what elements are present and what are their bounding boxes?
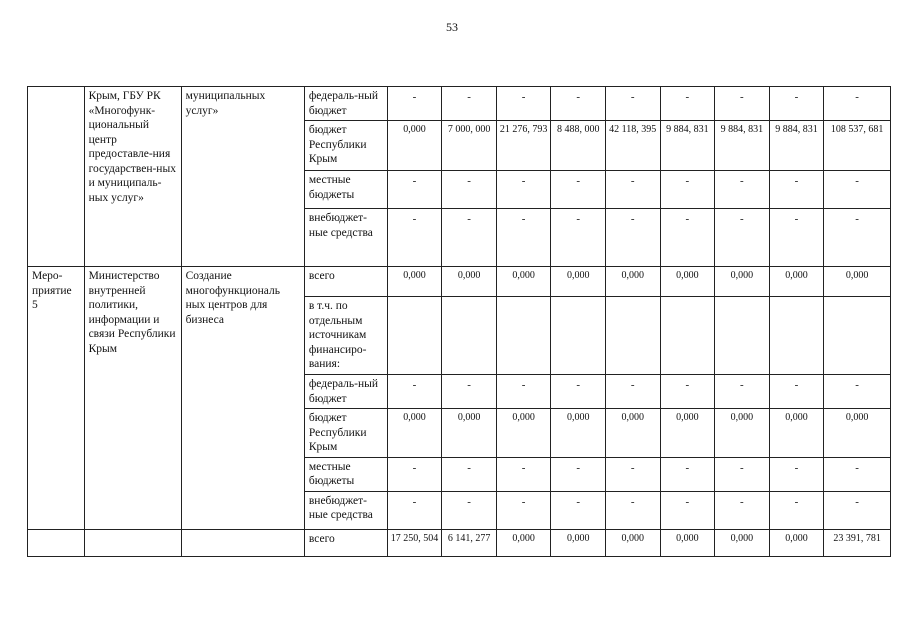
cell-value: - <box>551 87 606 121</box>
cell-value: 0,000 <box>824 409 891 458</box>
cell-value: 8 488, 000 <box>551 121 606 171</box>
cell-source-label: всего <box>304 529 387 556</box>
cell-value: - <box>496 457 551 491</box>
cell-value: 0,000 <box>715 529 770 556</box>
cell-value <box>824 297 891 375</box>
cell-value: 9 884, 831 <box>769 121 824 171</box>
cell-value: - <box>387 171 442 209</box>
cell-value: 7 000, 000 <box>442 121 497 171</box>
cell-value: 0,000 <box>496 409 551 458</box>
page-number: 53 <box>446 20 458 34</box>
cell-event: Меро-приятие 5 <box>28 267 85 530</box>
cell-value: 42 118, 395 <box>605 121 660 171</box>
cell-source-label: внебюджет-ные средства <box>304 209 387 267</box>
cell-value: 17 250, 504 <box>387 529 442 556</box>
cell-value: - <box>660 457 715 491</box>
cell-source-label: внебюджет-ные средства <box>304 491 387 529</box>
cell-value: 0,000 <box>551 409 606 458</box>
cell-value: - <box>387 491 442 529</box>
cell-value: - <box>660 375 715 409</box>
cell-value: - <box>496 87 551 121</box>
cell-value: - <box>715 171 770 209</box>
cell-value: 0,000 <box>769 529 824 556</box>
budget-table <box>27 86 891 557</box>
budget-table-body <box>28 87 891 557</box>
cell-value: - <box>660 171 715 209</box>
cell-value: - <box>496 171 551 209</box>
cell-value: - <box>496 491 551 529</box>
cell-value: 23 391, 781 <box>824 529 891 556</box>
cell-value: - <box>824 491 891 529</box>
cell-value: - <box>660 491 715 529</box>
cell-value: - <box>715 491 770 529</box>
cell-source-label: федераль-ный бюджет <box>304 375 387 409</box>
cell-value: - <box>824 457 891 491</box>
cell-value: - <box>769 87 824 121</box>
cell-value: 0,000 <box>769 409 824 458</box>
cell-value: 0,000 <box>660 267 715 297</box>
cell-value: - <box>387 209 442 267</box>
cell-value: - <box>387 375 442 409</box>
cell-value: - <box>496 209 551 267</box>
cell-source-label: бюджет Республики Крым <box>304 121 387 171</box>
cell-value: 9 884, 831 <box>660 121 715 171</box>
cell-value: 0,000 <box>496 529 551 556</box>
cell-event <box>28 529 85 556</box>
cell-value: 108 537, 681 <box>824 121 891 171</box>
cell-executor <box>84 529 181 556</box>
cell-value: - <box>660 209 715 267</box>
cell-source-label: в т.ч. по отдельным источникам финансиро-вания: <box>304 297 387 375</box>
cell-value <box>387 297 442 375</box>
cell-value: 21 276, 793 <box>496 121 551 171</box>
cell-source-label: бюджет Республики Крым <box>304 409 387 458</box>
cell-value: - <box>824 87 891 121</box>
cell-value <box>551 297 606 375</box>
cell-value: - <box>715 457 770 491</box>
cell-value <box>496 297 551 375</box>
cell-value <box>442 297 497 375</box>
cell-value: - <box>551 491 606 529</box>
cell-value: - <box>824 375 891 409</box>
cell-value: 0,000 <box>824 267 891 297</box>
cell-value: - <box>496 375 551 409</box>
cell-value: - <box>442 457 497 491</box>
cell-value: - <box>769 209 824 267</box>
cell-value: 0,000 <box>387 409 442 458</box>
cell-value: - <box>824 171 891 209</box>
cell-value: - <box>551 375 606 409</box>
cell-value: 6 141, 277 <box>442 529 497 556</box>
cell-value: 0,000 <box>660 409 715 458</box>
cell-value: 0,000 <box>387 121 442 171</box>
cell-value: - <box>442 375 497 409</box>
cell-executor: Министерство внутренней политики, информации и связи Республики Крым <box>84 267 181 530</box>
cell-value: - <box>442 171 497 209</box>
cell-value: - <box>715 375 770 409</box>
table-row <box>28 529 891 556</box>
cell-event <box>28 87 85 267</box>
cell-value: 0,000 <box>605 409 660 458</box>
cell-value: 0,000 <box>387 267 442 297</box>
cell-value: - <box>551 171 606 209</box>
cell-value <box>605 297 660 375</box>
cell-value: - <box>605 457 660 491</box>
cell-value <box>715 297 770 375</box>
cell-value: - <box>605 87 660 121</box>
cell-source-label: всего <box>304 267 387 297</box>
cell-value: - <box>605 375 660 409</box>
cell-value: - <box>551 457 606 491</box>
table-row <box>28 87 891 121</box>
cell-value: - <box>769 457 824 491</box>
cell-name <box>181 529 304 556</box>
cell-name: муниципальных услуг» <box>181 87 304 267</box>
cell-source-label: местные бюджеты <box>304 171 387 209</box>
cell-value <box>769 297 824 375</box>
cell-value: 0,000 <box>442 409 497 458</box>
cell-value: - <box>715 209 770 267</box>
cell-value: 9 884, 831 <box>715 121 770 171</box>
cell-value: - <box>551 209 606 267</box>
cell-source-label: федераль-ный бюджет <box>304 87 387 121</box>
cell-value: - <box>660 87 715 121</box>
cell-value: - <box>824 209 891 267</box>
cell-value: - <box>387 87 442 121</box>
cell-value: 0,000 <box>551 529 606 556</box>
cell-value: - <box>769 491 824 529</box>
cell-value: - <box>769 375 824 409</box>
cell-value: 0,000 <box>715 409 770 458</box>
cell-value: 0,000 <box>715 267 770 297</box>
cell-value: 0,000 <box>442 267 497 297</box>
cell-value: 0,000 <box>605 529 660 556</box>
cell-value: - <box>605 171 660 209</box>
cell-name: Создание многофункциональ ных центров для бизнеса <box>181 267 304 530</box>
cell-value: - <box>605 491 660 529</box>
cell-value: 0,000 <box>660 529 715 556</box>
cell-value: - <box>442 87 497 121</box>
cell-value: - <box>769 171 824 209</box>
cell-value: - <box>442 491 497 529</box>
cell-value: - <box>605 209 660 267</box>
cell-value: 0,000 <box>769 267 824 297</box>
cell-value: 0,000 <box>551 267 606 297</box>
cell-source-label: местные бюджеты <box>304 457 387 491</box>
cell-executor: Крым, ГБУ РК «Многофунк-циональный центр предоставле-ния государствен-ных и муниципаль-ных услуг» <box>84 87 181 267</box>
table-row <box>28 267 891 297</box>
cell-value: - <box>715 87 770 121</box>
cell-value <box>660 297 715 375</box>
cell-value: 0,000 <box>605 267 660 297</box>
cell-value: - <box>387 457 442 491</box>
cell-value: 0,000 <box>496 267 551 297</box>
cell-value: - <box>442 209 497 267</box>
